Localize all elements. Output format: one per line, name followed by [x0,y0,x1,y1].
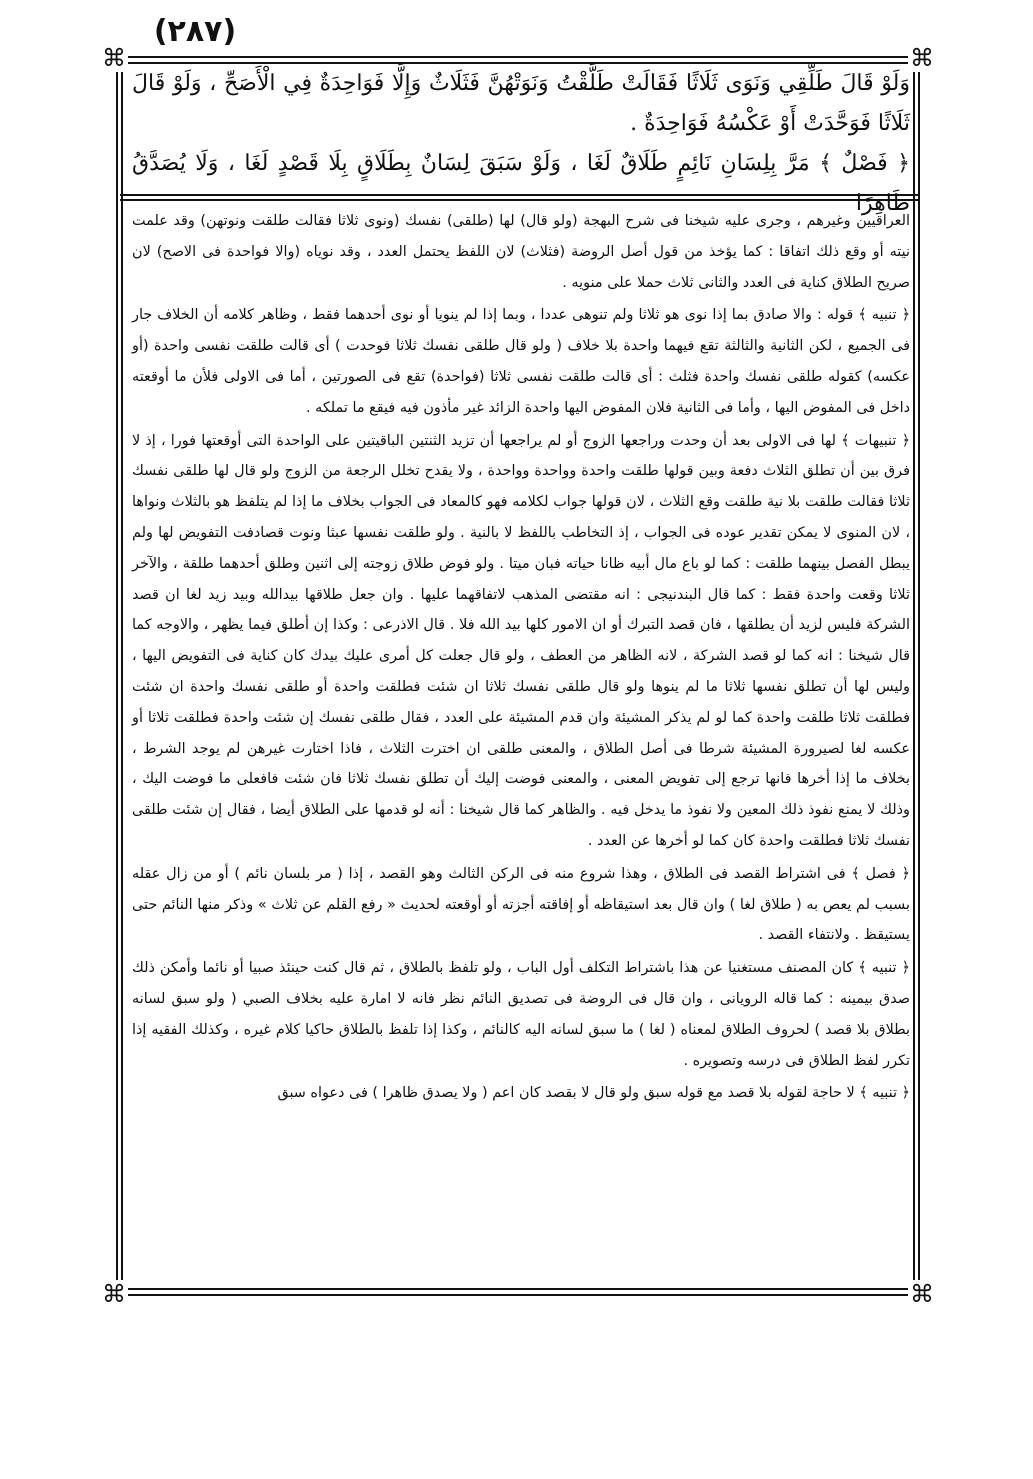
commentary-block [132,206,910,1111]
commentary-paragraph: ﴿ تنبيه ﴾ لا حاجة لقوله بلا قصد مع قوله سبق ولو قال لا بقصد كان اعم ( ولا يصدق ظاهرا ) فى دعواه سبق [277,1085,910,1102]
corner-ornament-icon: ⌘ [102,1280,126,1308]
corner-ornament-icon: ⌘ [910,1280,934,1308]
corner-ornament-icon: ⌘ [102,44,126,72]
corner-ornament-icon: ⌘ [910,44,934,72]
commentary-paragraph: ﴿ تنبيهات ﴾ لها فى الاولى بعد أن وحدت وراجعها الزوج أو لم يراجعها أن تزيد الثنتين الباقيتين على الواحدة التى أوقعتها فورا ، إذ لا فرق بين أن تطلق الثلاث دفعة وبين قولها طلقت واحدة وواحدة وواحدة ، ولا يقدح تخلل الرجعة من الزوج ولو قال لها طلقى نفسك ثلاثا فقالت طلقت بلا نية طلقت وقع الثلاث ، لان قولها جواب لكلامه فهو كالمعاد فى الجواب بخلاف ما إذا لم يتلفظ هو بالثلاث ونواها ، لان المنوى لا يمكن تقدير عوده فى الجواب ، إذ التخاطب باللفظ لا بالنية . ولو طلقت نفسها عبثا ونوت قصادفت التفويض لها ولم يبطل الفصل بينهما طلقت : كما لو باع مال أبيه ظانا حياته فبان ميتا . ولو فوض طلاق زوجته إلى اثنين وطلق أحدهما طلقة ، والآخر ثلاثا وقعت واحدة فقط : كما قال البندنيجى : انه مقتضى المذهب لاتفاقهما عليها . وان جعل طلاقها بيدالله وبيد زيد لغا ان قصد الشركة فليس لزيد أن يطلقها ، فان قصد التبرك أو ان الامور كلها بيد الله فلا . قال الاذرعى : وكذا إن أطلق فيما يظهر ، والاوجه كما قال شيخنا : انه كما لو قصد الشركة ، لانه الظاهر من العطف ، ولو قال جعلت كل أمرى عليك بيدك كان كناية فى التفويض اليها ، وليس لها أن تطلق نفسها ثلاثا ما لم ينوها ولو قال طلقى نفسك ثلاثا ان شئت فطلقت واحدة أو طلقى نفسك واحدة ان شئت فطلقت ثلاثا طلقت واحدة كما لو لم يذكر المشيئة وان قدم المشيئة على العدد ، فقال طلقى نفسك إن شئت واحدة فطلقت ثلاثا أو عكسه لغا لصيرورة المشيئة شرطا فى أصل الطلاق ، والمعنى طلقى ان اخترت الثلاث ، فاذا اختارت غيرهن لم يوجد الشرط ، بخلاف ما إذا أخرها فانها ترجع إلى تفويض المعنى ، والمعنى فوضت إليك أن تطلق نفسك ثلاثا فان شئت فافعلى ما فوضت اليك ، وذلك لا يمنع نفوذ ذلك المعين ولا نفوذ ما يدخل فيه . والظاهر كما قال شيخنا : أنه لو قدمها على الطلاق أيضا ، فقال إن شئت طلقى نفسك ثلاثا فطلقت واحدة كان كما لو أخرها عن العدد . [132,432,910,849]
commentary-paragraph: ﴿ تنبيه ﴾ كان المصنف مستغنيا عن هذا باشتراط التكلف أول الباب ، ولو تلفظ بالطلاق ، ثم قال كنت حينئذ صبيا أو نائما وأمكن ذلك صدق بيمينه : كما قاله الرويانى ، وان قال فى الروضة فى تصديق النائم نظر فانه لا امارة عليه بخلاف الصبي ( ولو سبق لسانه بطلاق بلا قصد ) لحروف الطلاق لمعناه ( لغا ) ما سبق لسانه اليه كالنائم ، وكذا إذا تلفظ بالطلاق حاكيا كلام غيره ، وكذلك الفقيه إذا تكرر لفظ الطلاق فى درسه وتصويره . [132,960,910,1069]
page-number: (٢٨٧) [153,14,237,49]
commentary-paragraph: ﴿ فصل ﴾ فى اشتراط القصد فى الطلاق ، وهذا شروع منه فى الركن الثالث وهو القصد ، إذا ( مر بلسان نائم ) أو من زال عقله بسبب لم يعص به ( طلاق لغا ) وان قال بعد استيقاظه أو إفاقته أجزته أو أوقعته لحديث « رفع القلم عن ثلاث » وذكر منها النائم حتى يستيقظ . ولانتفاء القصد . [132,865,910,944]
main-text-paragraph: ﴿ فَصْلٌ ﴾ مَرَّ بِلِسَانِ نَائِمٍ طَلَاقٌ لَغَا ، وَلَوْ سَبَقَ لِسَانٌ بِطَلَاقٍ بِلَا قَصْدٍ لَغَا ، وَلَا يُصَدَّقُ ظَاهِرًا [132,151,910,216]
commentary-paragraph: العراقيين وغيرهم ، وجرى عليه شيخنا فى شرح البهجة (ولو قال) لها (طلقى) نفسك (ونوى ثلاثا فقالت طلقت ونوتهن) وقد علمت نيته أو وقع ذلك اتفاقا : كما يؤخذ من قول أصل الروضة (فثلاث) لان اللفظ يحتمل العدد ، وقد نوياه (والا فواحدة فى الاصح) لان صريح الطلاق كناية فى العدد والثانى ثلاث حملا على منويه . [132,213,910,291]
section-divider [120,199,920,201]
commentary-paragraph: ﴿ تنبيه ﴾ قوله : والا صادق بما إذا نوى هو ثلاثا ولم تنوهى عددا ، وبما إذا لم ينويا أو نوى أحدهما فقط ، وظاهر كلامه أن الخلاف جار فى الجميع ، لكن الثانية والثالثة تقع فيهما واحدة بلا خلاف ( ولو قال طلقى نفسك ثلاثا فوحدت ) أى قالت طلقت نفسى واحدة (أو عكسه) كقوله طلقى نفسك واحدة فثلث : أى قالت طلقت نفسى ثلاثا (فواحدة) تقع فى الصورتين ، أما فى الاولى فلأن ما أوقعته داخل فى المفوض اليها ، وأما فى الثانية فلان المفوض اليها واحدة الزائد غير مأذون فيه فيقع ما تملكه . [132,307,910,416]
section-divider [120,194,920,196]
main-text-paragraph: وَلَوْ قَالَ طَلِّقِي وَنَوَى ثَلَاثًا فَقَالَتْ طَلَّقْتُ وَنَوَتْهُنَّ فَثَلَاثٌ وَإِلَّا فَوَاحِدَةٌ فِي الْأَصَحِّ ، وَلَوْ قَالَ ثَلَاثًا فَوَحَّدَتْ أَوْ عَكْسُهُ فَوَاحِدَةٌ . [132,71,910,136]
